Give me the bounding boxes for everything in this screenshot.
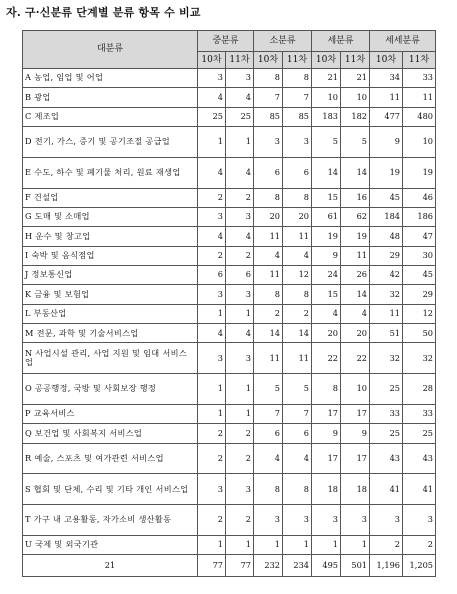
header-group-medium: 중분류 — [198, 31, 254, 52]
count-cell: 14 — [283, 324, 312, 343]
count-cell: 17 — [312, 404, 341, 423]
count-cell: 41 — [403, 474, 436, 505]
count-cell: 8 — [283, 474, 312, 505]
category-name-cell: K 금융 및 보험업 — [23, 285, 198, 304]
table-row — [23, 343, 436, 374]
table-row — [23, 246, 436, 265]
count-cell: 4 — [198, 324, 226, 343]
count-cell: 1 — [254, 535, 283, 554]
table-row — [23, 107, 436, 126]
count-cell: 6 — [254, 157, 283, 188]
count-cell: 8 — [254, 285, 283, 304]
count-cell: 6 — [254, 424, 283, 443]
header-rev10: 10차 — [254, 52, 283, 69]
count-cell: 11 — [403, 88, 436, 107]
count-cell: 9 — [312, 424, 341, 443]
count-cell: 33 — [403, 69, 436, 88]
count-cell: 2 — [226, 505, 254, 536]
count-cell: 3 — [198, 343, 226, 374]
count-cell: 8 — [254, 69, 283, 88]
count-cell: 4 — [226, 88, 254, 107]
count-cell: 3 — [198, 285, 226, 304]
count-cell: 14 — [312, 157, 341, 188]
count-cell: 2 — [226, 188, 254, 207]
count-cell: 22 — [341, 343, 370, 374]
count-cell: 14 — [254, 324, 283, 343]
count-cell: 50 — [403, 324, 436, 343]
count-cell: 9 — [312, 246, 341, 265]
count-cell: 43 — [370, 443, 403, 474]
count-cell: 8 — [283, 188, 312, 207]
table-row — [23, 304, 436, 323]
count-cell: 6 — [198, 266, 226, 285]
count-cell: 2 — [370, 535, 403, 554]
count-cell: 2 — [226, 424, 254, 443]
count-cell: 4 — [226, 157, 254, 188]
count-cell: 15 — [312, 188, 341, 207]
count-cell: 1 — [198, 404, 226, 423]
count-cell: 2 — [283, 304, 312, 323]
table-row — [23, 285, 436, 304]
count-cell: 183 — [312, 107, 341, 126]
category-name-cell: A 농업, 임업 및 어업 — [23, 69, 198, 88]
header-rev10: 10차 — [198, 52, 226, 69]
count-cell: 21 — [341, 69, 370, 88]
count-cell: 8 — [283, 285, 312, 304]
count-cell: 12 — [403, 304, 436, 323]
count-cell: 85 — [254, 107, 283, 126]
category-name-cell: D 전기, 가스, 증기 및 공기조절 공급업 — [23, 127, 198, 158]
total-count-cell: 1,196 — [370, 555, 403, 577]
category-name-cell: J 정보통신업 — [23, 266, 198, 285]
count-cell: 32 — [370, 343, 403, 374]
table-row — [23, 535, 436, 554]
total-label-cell: 21 — [23, 555, 198, 577]
category-name-cell: M 전문, 과학 및 기술서비스업 — [23, 324, 198, 343]
count-cell: 4 — [226, 324, 254, 343]
total-count-cell: 501 — [341, 555, 370, 577]
count-cell: 43 — [403, 443, 436, 474]
count-cell: 2 — [198, 505, 226, 536]
count-cell: 45 — [403, 266, 436, 285]
count-cell: 11 — [254, 227, 283, 246]
count-cell: 18 — [312, 474, 341, 505]
count-cell: 186 — [403, 207, 436, 226]
total-count-cell: 1,205 — [403, 555, 436, 577]
count-cell: 1 — [198, 374, 226, 405]
count-cell: 3 — [226, 207, 254, 226]
table-row — [23, 443, 436, 474]
count-cell: 4 — [198, 88, 226, 107]
page-title: 자. 구·신분류 단계별 분류 항목 수 비교 — [6, 6, 201, 19]
count-cell: 4 — [198, 157, 226, 188]
count-cell: 3 — [226, 343, 254, 374]
count-cell: 6 — [283, 157, 312, 188]
category-name-cell: T 가구 내 고용활동, 자가소비 생산활동 — [23, 505, 198, 536]
table-row — [23, 324, 436, 343]
count-cell: 17 — [341, 404, 370, 423]
count-cell: 3 — [254, 127, 283, 158]
count-cell: 184 — [370, 207, 403, 226]
table-row — [23, 207, 436, 226]
count-cell: 30 — [403, 246, 436, 265]
category-name-cell: O 공공행정, 국방 및 사회보장 행정 — [23, 374, 198, 405]
count-cell: 32 — [403, 343, 436, 374]
count-cell: 10 — [341, 374, 370, 405]
category-name-cell: I 숙박 및 음식점업 — [23, 246, 198, 265]
count-cell: 11 — [370, 304, 403, 323]
count-cell: 25 — [370, 374, 403, 405]
count-cell: 11 — [283, 227, 312, 246]
category-name-cell: B 광업 — [23, 88, 198, 107]
count-cell: 7 — [254, 88, 283, 107]
count-cell: 2 — [226, 246, 254, 265]
total-count-cell: 234 — [283, 555, 312, 577]
table-row — [23, 505, 436, 536]
table-row — [23, 266, 436, 285]
count-cell: 20 — [312, 324, 341, 343]
count-cell: 5 — [312, 127, 341, 158]
count-cell: 21 — [312, 69, 341, 88]
count-cell: 11 — [341, 246, 370, 265]
count-cell: 47 — [403, 227, 436, 246]
count-cell: 5 — [254, 374, 283, 405]
count-cell: 25 — [198, 107, 226, 126]
count-cell: 15 — [312, 285, 341, 304]
table-row — [23, 474, 436, 505]
count-cell: 7 — [283, 88, 312, 107]
count-cell: 4 — [283, 443, 312, 474]
category-name-cell: Q 보건업 및 사회복지 서비스업 — [23, 424, 198, 443]
category-name-cell: R 예술, 스포츠 및 여가관련 서비스업 — [23, 443, 198, 474]
count-cell: 2 — [198, 443, 226, 474]
category-name-cell: U 국제 및 외국기관 — [23, 535, 198, 554]
count-cell: 10 — [312, 88, 341, 107]
count-cell: 4 — [283, 246, 312, 265]
total-count-cell: 77 — [226, 555, 254, 577]
count-cell: 26 — [341, 266, 370, 285]
count-cell: 1 — [198, 535, 226, 554]
count-cell: 7 — [254, 404, 283, 423]
count-cell: 28 — [403, 374, 436, 405]
count-cell: 8 — [254, 474, 283, 505]
count-cell: 2 — [198, 424, 226, 443]
count-cell: 19 — [370, 157, 403, 188]
count-cell: 22 — [312, 343, 341, 374]
count-cell: 4 — [226, 227, 254, 246]
total-row — [23, 555, 436, 577]
table-row — [23, 404, 436, 423]
count-cell: 11 — [283, 343, 312, 374]
category-name-cell: G 도매 및 소매업 — [23, 207, 198, 226]
count-cell: 1 — [226, 127, 254, 158]
classification-comparison-table — [22, 30, 436, 577]
count-cell: 1 — [312, 535, 341, 554]
count-cell: 3 — [283, 505, 312, 536]
category-name-cell: C 제조업 — [23, 107, 198, 126]
count-cell: 20 — [283, 207, 312, 226]
count-cell: 8 — [283, 69, 312, 88]
table-row — [23, 69, 436, 88]
count-cell: 6 — [226, 266, 254, 285]
count-cell: 2 — [198, 246, 226, 265]
count-cell: 19 — [341, 227, 370, 246]
count-cell: 2 — [198, 188, 226, 207]
count-cell: 32 — [370, 285, 403, 304]
header-group-detail: 세분류 — [312, 31, 370, 52]
count-cell: 29 — [370, 246, 403, 265]
header-rev11: 11차 — [403, 52, 436, 69]
total-count-cell: 77 — [198, 555, 226, 577]
header-rev11: 11차 — [283, 52, 312, 69]
count-cell: 25 — [403, 424, 436, 443]
count-cell: 3 — [226, 69, 254, 88]
header-rev10: 10차 — [370, 52, 403, 69]
count-cell: 8 — [312, 374, 341, 405]
count-cell: 4 — [254, 246, 283, 265]
category-name-cell: P 교육서비스 — [23, 404, 198, 423]
count-cell: 11 — [254, 266, 283, 285]
count-cell: 24 — [312, 266, 341, 285]
count-cell: 62 — [341, 207, 370, 226]
count-cell: 14 — [341, 157, 370, 188]
count-cell: 3 — [226, 285, 254, 304]
count-cell: 46 — [403, 188, 436, 207]
count-cell: 17 — [312, 443, 341, 474]
count-cell: 480 — [403, 107, 436, 126]
count-cell: 9 — [341, 424, 370, 443]
count-cell: 33 — [403, 404, 436, 423]
count-cell: 10 — [403, 127, 436, 158]
category-name-cell: E 수도, 하수 및 폐기물 처리, 원료 재생업 — [23, 157, 198, 188]
category-name-cell: N 사업시설 관리, 사업 지원 및 임대 서비스업 — [23, 343, 198, 374]
count-cell: 1 — [341, 535, 370, 554]
count-cell: 5 — [341, 127, 370, 158]
count-cell: 3 — [312, 505, 341, 536]
count-cell: 1 — [226, 304, 254, 323]
count-cell: 2 — [403, 535, 436, 554]
table-row — [23, 188, 436, 207]
total-count-cell: 495 — [312, 555, 341, 577]
count-cell: 19 — [312, 227, 341, 246]
count-cell: 25 — [226, 107, 254, 126]
count-cell: 11 — [254, 343, 283, 374]
header-rev10: 10차 — [312, 52, 341, 69]
count-cell: 29 — [403, 285, 436, 304]
count-cell: 42 — [370, 266, 403, 285]
count-cell: 3 — [226, 474, 254, 505]
count-cell: 19 — [403, 157, 436, 188]
category-name-cell: H 운수 및 창고업 — [23, 227, 198, 246]
count-cell: 34 — [370, 69, 403, 88]
count-cell: 3 — [370, 505, 403, 536]
count-cell: 11 — [370, 88, 403, 107]
count-cell: 14 — [341, 285, 370, 304]
count-cell: 1 — [283, 535, 312, 554]
count-cell: 45 — [370, 188, 403, 207]
table-body — [23, 69, 436, 577]
count-cell: 41 — [370, 474, 403, 505]
count-cell: 4 — [312, 304, 341, 323]
count-cell: 18 — [341, 474, 370, 505]
header-rev11: 11차 — [226, 52, 254, 69]
count-cell: 4 — [198, 227, 226, 246]
table-row — [23, 88, 436, 107]
header-rev11: 11차 — [341, 52, 370, 69]
count-cell: 85 — [283, 107, 312, 126]
count-cell: 3 — [198, 207, 226, 226]
table-row — [23, 374, 436, 405]
count-cell: 3 — [198, 69, 226, 88]
count-cell: 3 — [283, 127, 312, 158]
count-cell: 1 — [226, 404, 254, 423]
count-cell: 20 — [341, 324, 370, 343]
count-cell: 1 — [226, 535, 254, 554]
count-cell: 7 — [283, 404, 312, 423]
count-cell: 2 — [226, 443, 254, 474]
count-cell: 4 — [254, 443, 283, 474]
count-cell: 20 — [254, 207, 283, 226]
count-cell: 33 — [370, 404, 403, 423]
count-cell: 12 — [283, 266, 312, 285]
table-row — [23, 227, 436, 246]
count-cell: 51 — [370, 324, 403, 343]
count-cell: 1 — [198, 304, 226, 323]
table-row — [23, 157, 436, 188]
count-cell: 17 — [341, 443, 370, 474]
header-category: 대분류 — [23, 31, 198, 69]
count-cell: 25 — [370, 424, 403, 443]
table-row — [23, 127, 436, 158]
count-cell: 10 — [341, 88, 370, 107]
header-group-subdetail: 세세분류 — [370, 31, 436, 52]
count-cell: 3 — [198, 474, 226, 505]
count-cell: 4 — [341, 304, 370, 323]
table-row — [23, 424, 436, 443]
category-name-cell: L 부동산업 — [23, 304, 198, 323]
count-cell: 182 — [341, 107, 370, 126]
category-name-cell: F 건설업 — [23, 188, 198, 207]
category-name-cell: S 협회 및 단체, 수리 및 기타 개인 서비스업 — [23, 474, 198, 505]
count-cell: 3 — [403, 505, 436, 536]
count-cell: 3 — [254, 505, 283, 536]
header-group-small: 소분류 — [254, 31, 312, 52]
count-cell: 16 — [341, 188, 370, 207]
count-cell: 3 — [341, 505, 370, 536]
count-cell: 8 — [254, 188, 283, 207]
count-cell: 5 — [283, 374, 312, 405]
count-cell: 477 — [370, 107, 403, 126]
total-count-cell: 232 — [254, 555, 283, 577]
count-cell: 9 — [370, 127, 403, 158]
count-cell: 6 — [283, 424, 312, 443]
count-cell: 1 — [226, 374, 254, 405]
count-cell: 48 — [370, 227, 403, 246]
count-cell: 61 — [312, 207, 341, 226]
count-cell: 2 — [254, 304, 283, 323]
count-cell: 1 — [198, 127, 226, 158]
